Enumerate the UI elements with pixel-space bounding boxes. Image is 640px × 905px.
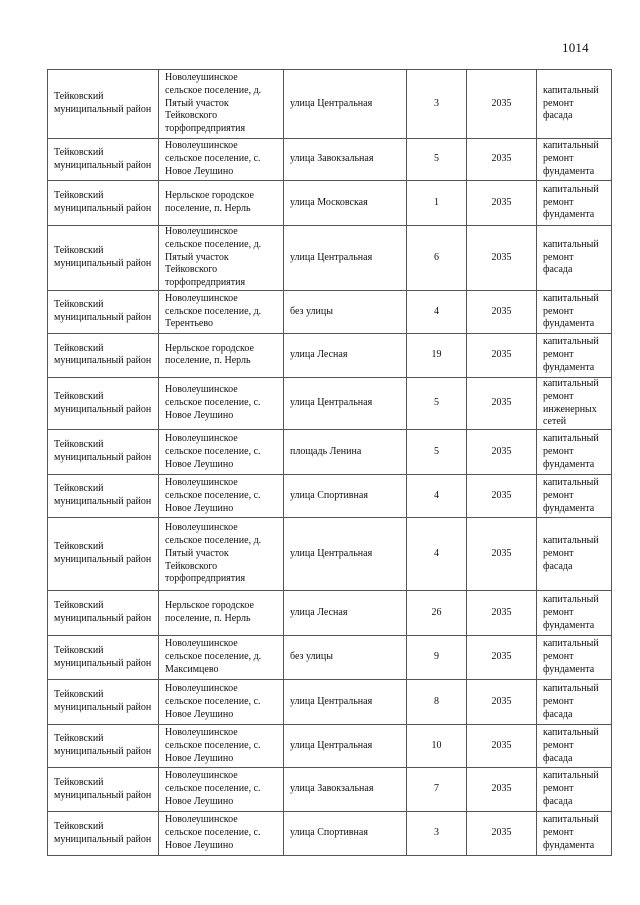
settlement-cell: Новолеушинское сельское поселение, с. Новое Леушино <box>159 768 284 812</box>
district-cell: Тейковский муниципальный район <box>48 768 159 812</box>
year-cell: 2035 <box>467 70 537 139</box>
house-number-cell: 10 <box>407 725 467 768</box>
house-number-cell: 4 <box>407 475 467 518</box>
house-number-cell: 5 <box>407 430 467 475</box>
work-type-cell: капитальный ремонт фундамента <box>537 475 612 518</box>
page-number: 1014 <box>562 40 589 55</box>
house-number-cell: 26 <box>407 591 467 636</box>
house-number-cell: 9 <box>407 636 467 680</box>
year-cell: 2035 <box>467 518 537 591</box>
settlement-cell: Новолеушинское сельское поселение, с. Новое Леушино <box>159 377 284 429</box>
year-cell: 2035 <box>467 430 537 475</box>
street-cell: без улицы <box>284 636 407 680</box>
district-cell: Тейковский муниципальный район <box>48 475 159 518</box>
house-number-cell: 5 <box>407 139 467 181</box>
work-type-cell: капитальный ремонт фундамента <box>537 181 612 226</box>
settlement-cell: Новолеушинское сельское поселение, д. Пятый участок Тейковского торфопредприятия <box>159 70 284 139</box>
table-row <box>48 181 612 226</box>
work-type-cell: капитальный ремонт фундамента <box>537 139 612 181</box>
district-cell: Тейковский муниципальный район <box>48 636 159 680</box>
house-number-cell: 4 <box>407 518 467 591</box>
table-body <box>48 70 612 856</box>
table-row <box>48 591 612 636</box>
table-row <box>48 768 612 812</box>
year-cell: 2035 <box>467 377 537 429</box>
table-row <box>48 430 612 475</box>
district-cell: Тейковский муниципальный район <box>48 70 159 139</box>
work-type-cell: капитальный ремонт фундамента <box>537 290 612 333</box>
house-number-cell: 3 <box>407 812 467 856</box>
year-cell: 2035 <box>467 812 537 856</box>
street-cell: улица Центральная <box>284 226 407 291</box>
work-type-cell: капитальный ремонт фасада <box>537 70 612 139</box>
street-cell: улица Центральная <box>284 518 407 591</box>
settlement-cell: Новолеушинское сельское поселение, с. Новое Леушино <box>159 430 284 475</box>
year-cell: 2035 <box>467 139 537 181</box>
year-cell: 2035 <box>467 725 537 768</box>
table-row <box>48 680 612 725</box>
year-cell: 2035 <box>467 290 537 333</box>
district-cell: Тейковский муниципальный район <box>48 226 159 291</box>
street-cell: улица Спортивная <box>284 475 407 518</box>
district-cell: Тейковский муниципальный район <box>48 518 159 591</box>
district-cell: Тейковский муниципальный район <box>48 812 159 856</box>
table-row <box>48 518 612 591</box>
work-type-cell: капитальный ремонт фундамента <box>537 636 612 680</box>
table-row <box>48 636 612 680</box>
table-row <box>48 725 612 768</box>
district-cell: Тейковский муниципальный район <box>48 680 159 725</box>
work-type-cell: капитальный ремонт фасада <box>537 680 612 725</box>
house-number-cell: 1 <box>407 181 467 226</box>
street-cell: улица Завокзальная <box>284 768 407 812</box>
work-type-cell: капитальный ремонт фасада <box>537 226 612 291</box>
table-row <box>48 377 612 429</box>
house-number-cell: 19 <box>407 333 467 377</box>
work-type-cell: капитальный ремонт инженерных сетей <box>537 377 612 429</box>
work-type-cell: капитальный ремонт фасада <box>537 725 612 768</box>
table-row <box>48 290 612 333</box>
year-cell: 2035 <box>467 181 537 226</box>
year-cell: 2035 <box>467 333 537 377</box>
house-number-cell: 8 <box>407 680 467 725</box>
street-cell: улица Центральная <box>284 70 407 139</box>
district-cell: Тейковский муниципальный район <box>48 333 159 377</box>
year-cell: 2035 <box>467 475 537 518</box>
street-cell: улица Спортивная <box>284 812 407 856</box>
year-cell: 2035 <box>467 591 537 636</box>
settlement-cell: Новолеушинское сельское поселение, д. Максимцево <box>159 636 284 680</box>
settlement-cell: Новолеушинское сельское поселение, с. Новое Леушино <box>159 725 284 768</box>
district-cell: Тейковский муниципальный район <box>48 290 159 333</box>
table-row <box>48 70 612 139</box>
table-row <box>48 139 612 181</box>
district-cell: Тейковский муниципальный район <box>48 430 159 475</box>
housing-repair-table <box>47 69 612 856</box>
work-type-cell: капитальный ремонт фундамента <box>537 333 612 377</box>
year-cell: 2035 <box>467 226 537 291</box>
work-type-cell: капитальный ремонт фундамента <box>537 812 612 856</box>
work-type-cell: капитальный ремонт фундамента <box>537 591 612 636</box>
settlement-cell: Новолеушинское сельское поселение, д. Пятый участок Тейковского торфопредприятия <box>159 226 284 291</box>
settlement-cell: Нерльское городское поселение, п. Нерль <box>159 333 284 377</box>
year-cell: 2035 <box>467 636 537 680</box>
district-cell: Тейковский муниципальный район <box>48 725 159 768</box>
street-cell: улица Центральная <box>284 680 407 725</box>
street-cell: улица Московская <box>284 181 407 226</box>
street-cell: улица Лесная <box>284 333 407 377</box>
street-cell: площадь Ленина <box>284 430 407 475</box>
work-type-cell: капитальный ремонт фасада <box>537 768 612 812</box>
house-number-cell: 6 <box>407 226 467 291</box>
table-row <box>48 475 612 518</box>
year-cell: 2035 <box>467 768 537 812</box>
street-cell: улица Центральная <box>284 725 407 768</box>
settlement-cell: Новолеушинское сельское поселение, с. Новое Леушино <box>159 680 284 725</box>
district-cell: Тейковский муниципальный район <box>48 377 159 429</box>
district-cell: Тейковский муниципальный район <box>48 591 159 636</box>
work-type-cell: капитальный ремонт фундамента <box>537 430 612 475</box>
work-type-cell: капитальный ремонт фасада <box>537 518 612 591</box>
settlement-cell: Новолеушинское сельское поселение, д. Пятый участок Тейковского торфопредприятия <box>159 518 284 591</box>
table-row <box>48 226 612 291</box>
street-cell: улица Лесная <box>284 591 407 636</box>
house-number-cell: 3 <box>407 70 467 139</box>
district-cell: Тейковский муниципальный район <box>48 139 159 181</box>
settlement-cell: Новолеушинское сельское поселение, д. Терентьево <box>159 290 284 333</box>
settlement-cell: Нерльское городское поселение, п. Нерль <box>159 181 284 226</box>
house-number-cell: 5 <box>407 377 467 429</box>
settlement-cell: Новолеушинское сельское поселение, с. Новое Леушино <box>159 812 284 856</box>
street-cell: улица Завокзальная <box>284 139 407 181</box>
street-cell: без улицы <box>284 290 407 333</box>
house-number-cell: 7 <box>407 768 467 812</box>
house-number-cell: 4 <box>407 290 467 333</box>
street-cell: улица Центральная <box>284 377 407 429</box>
table-row <box>48 333 612 377</box>
settlement-cell: Новолеушинское сельское поселение, с. Новое Леушино <box>159 475 284 518</box>
district-cell: Тейковский муниципальный район <box>48 181 159 226</box>
year-cell: 2035 <box>467 680 537 725</box>
settlement-cell: Новолеушинское сельское поселение, с. Новое Леушино <box>159 139 284 181</box>
table-row <box>48 812 612 856</box>
settlement-cell: Нерльское городское поселение, п. Нерль <box>159 591 284 636</box>
